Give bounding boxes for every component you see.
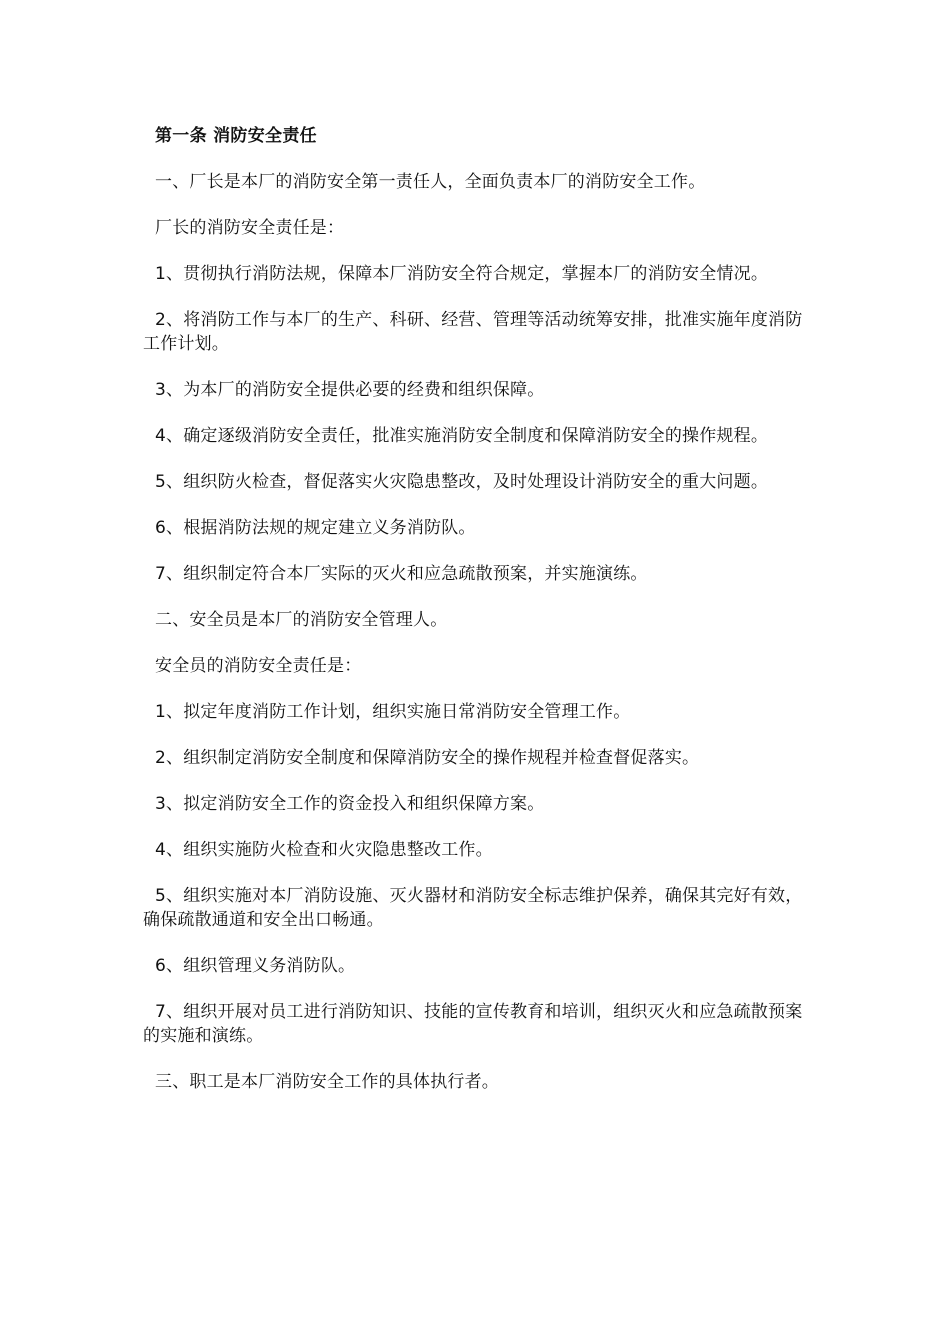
- paragraph: 1、拟定年度消防工作计划，组织实施日常消防安全管理工作。: [155, 702, 631, 722]
- paragraph: 4、确定逐级消防安全责任，批准实施消防安全制度和保障消防安全的操作规程。: [155, 426, 769, 446]
- paragraph: 一、厂长是本厂的消防安全第一责任人，全面负责本厂的消防安全工作。: [155, 172, 706, 192]
- paragraph: 3、为本厂的消防安全提供必要的经费和组织保障。: [155, 380, 545, 400]
- document-body: [143, 124, 808, 1116]
- paragraph: 5、组织防火检查，督促落实火灾隐患整改，及时处理设计消防安全的重大问题。: [155, 472, 769, 492]
- paragraph: 6、根据消防法规的规定建立义务消防队。: [155, 518, 476, 538]
- paragraph: 7、组织开展对员工进行消防知识、技能的宣传教育和培训，组织灭火和应急疏散预案的实施和演练。: [143, 1002, 803, 1046]
- paragraph: 4、组织实施防火检查和火灾隐患整改工作。: [155, 840, 493, 860]
- paragraph: 6、组织管理义务消防队。: [155, 956, 356, 976]
- paragraph: 1、贯彻执行消防法规，保障本厂消防安全符合规定，掌握本厂的消防安全情况。: [155, 264, 769, 284]
- paragraph: 5、组织实施对本厂消防设施、灭火器材和消防安全标志维护保养，确保其完好有效，确保疏散通道和安全出口畅通。: [143, 886, 803, 930]
- paragraph: 厂长的消防安全责任是：: [155, 218, 345, 238]
- paragraph: 三、职工是本厂消防安全工作的具体执行者。: [155, 1072, 499, 1092]
- paragraph: 安全员的消防安全责任是：: [155, 656, 362, 676]
- paragraph: 二、安全员是本厂的消防安全管理人。: [155, 610, 448, 630]
- paragraph: 3、拟定消防安全工作的资金投入和组织保障方案。: [155, 794, 545, 814]
- paragraph: 2、将消防工作与本厂的生产、科研、经营、管理等活动统筹安排，批准实施年度消防工作计划。: [143, 310, 803, 354]
- paragraph: 2、组织制定消防安全制度和保障消防安全的操作规程并检查督促落实。: [155, 748, 700, 768]
- paragraph: 7、组织制定符合本厂实际的灭火和应急疏散预案，并实施演练。: [155, 564, 648, 584]
- section-heading: 第一条 消防安全责任: [155, 126, 317, 146]
